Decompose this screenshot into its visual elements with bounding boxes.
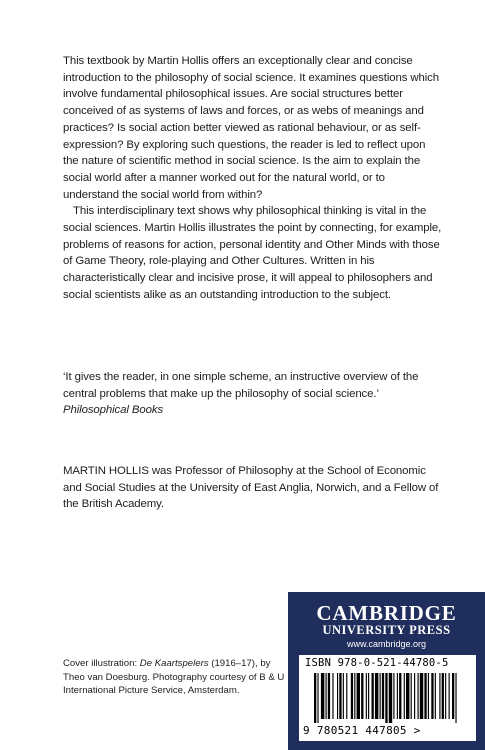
barcode-bar: [449, 673, 450, 719]
barcode-bar: [452, 673, 454, 719]
barcode-bar: [393, 673, 394, 719]
barcode-bar: [435, 673, 436, 719]
barcode-bar: [366, 673, 367, 719]
barcode-bar: [380, 673, 381, 719]
barcode-bar: [354, 673, 355, 719]
barcode-bar: [385, 673, 387, 723]
publisher-logo-box: [288, 592, 485, 750]
barcode-bar: [431, 673, 433, 719]
barcode-bar: [397, 673, 398, 719]
barcode-bar: [389, 673, 392, 723]
barcode-bar: [418, 673, 419, 719]
barcode-bar: [455, 673, 456, 723]
barcode-bar: [346, 673, 347, 719]
barcode-bar: [406, 673, 409, 719]
barcode-bar: [351, 673, 353, 719]
author-bio-text: MARTIN HOLLIS was Professor of Philosophy at the School of Economic and Social Studies at the University of East Anglia, Norwich, and a Fellow of the British Academy.: [63, 465, 439, 511]
review-text: ‘It gives the reader, in one simple scheme, an instructive overview of the central problems that make up the philosophy of social science.’: [63, 371, 419, 400]
barcode-bar: [328, 673, 330, 719]
barcode-bar: [314, 673, 316, 723]
barcode-bar: [420, 673, 423, 719]
barcode-bar: [399, 673, 401, 719]
review-quote: [63, 369, 443, 419]
barcode-bar: [445, 673, 446, 719]
review-source: Philosophical Books: [63, 404, 164, 417]
barcode-bar: [332, 673, 333, 719]
barcode-bar: [372, 673, 374, 719]
barcode-bar: [339, 673, 341, 719]
barcode-bar: [357, 673, 360, 719]
barcode-bar: [343, 673, 344, 719]
barcode-bar: [317, 673, 318, 723]
isbn-label: ISBN 978-0-521-44780-5: [305, 657, 449, 669]
cover-credit-rest: (1916–17), by Theo van Doesburg. Photography courtesy of B & U International Picture Service, Amsterdam.: [63, 658, 285, 697]
cover-credit-prefix: Cover illustration:: [63, 658, 140, 669]
barcode-bar: [414, 673, 415, 719]
cover-artwork-title: De Kaartspelers: [139, 658, 209, 669]
barcode-bar: [411, 673, 412, 719]
publisher-url: www.cambridge.org: [346, 639, 427, 649]
isbn-barcode-panel: [299, 655, 476, 741]
barcode-bar: [424, 673, 426, 719]
barcode-bar: [337, 673, 338, 719]
barcode-bar: [368, 673, 369, 719]
book-description: [63, 53, 443, 304]
description-paragraph-1: This textbook by Martin Hollis offers an exceptionally clear and concise introduction to the philosophy of social science. It examines questions which involve fundamental philosophical issues. Are social structures better conceived of as systems of laws and forces, or as webs of meanings and practices? Is social action better viewed as rational behaviour, or as self-expression? By exploring such questions, the reader is led to reflect upon the nature of scientific method in social science. Is the aim to explain the social world after a manner worked out for the natural world, or to understand the social world from within?: [63, 55, 440, 201]
cover-credit-text: [63, 657, 288, 698]
barcode-bar: [375, 673, 378, 719]
barcode-bar: [326, 673, 327, 719]
publisher-name: CAMBRIDGE: [316, 601, 457, 625]
barcode-digits: 9 780521 447805 >: [303, 724, 421, 737]
barcode-bar: [439, 673, 440, 719]
barcode-bar: [428, 673, 429, 719]
barcode-icon: [304, 673, 471, 723]
barcode-bar: [321, 673, 324, 719]
barcode-bar: [404, 673, 405, 719]
barcode-bar: [382, 673, 384, 719]
publisher-subtitle: UNIVERSITY PRESS: [322, 623, 451, 637]
description-paragraph-2: This interdisciplinary text shows why philosophical thinking is vital in the social sciences. Martin Hollis illustrates the point by connecting, for example, problems of reasons for action, personal identity and Other Minds with those of Game Theory, role-playing and Other Cultures. Written in his characteristically clear and incisive prose, it will appeal to philosophers and social scientists alike as an outstanding introduction to the subject.: [63, 205, 442, 301]
barcode-bar: [361, 673, 363, 719]
barcode-bar: [442, 673, 444, 719]
cover-credit: [63, 657, 288, 698]
author-bio: [63, 463, 443, 513]
